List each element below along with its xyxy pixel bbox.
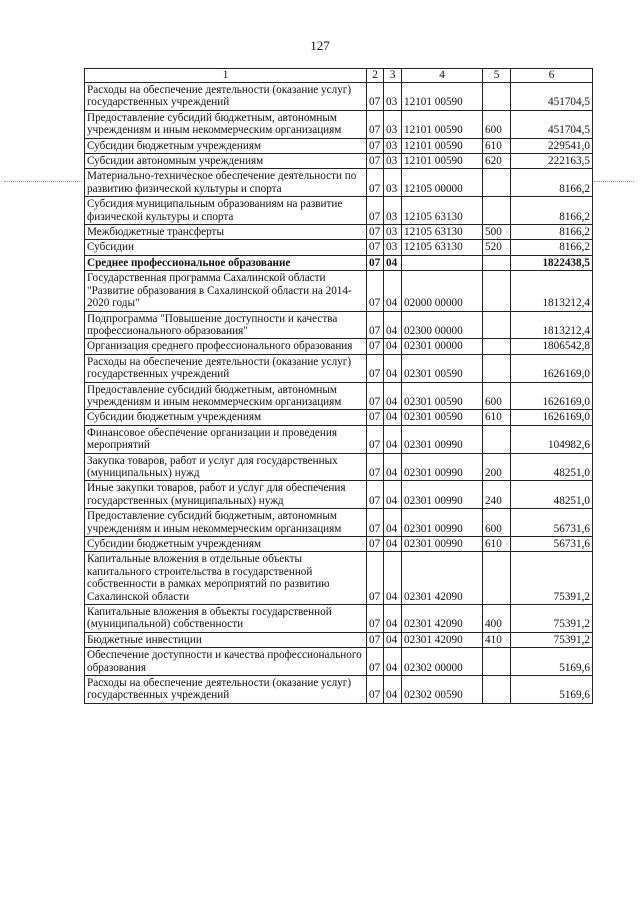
column-header: 6 bbox=[511, 69, 593, 83]
row-section-cell: 07 bbox=[367, 632, 384, 647]
table-row bbox=[85, 552, 593, 605]
table-row bbox=[85, 425, 593, 453]
table-row bbox=[85, 311, 593, 339]
column-header: 2 bbox=[367, 69, 384, 83]
row-target-article-cell: 02302 00590 bbox=[402, 676, 483, 704]
row-amount-cell: 8166,2 bbox=[511, 240, 593, 255]
row-amount-cell: 56731,6 bbox=[511, 509, 593, 537]
table-row bbox=[85, 676, 593, 704]
table-row bbox=[85, 410, 593, 425]
row-section-cell: 07 bbox=[367, 676, 384, 704]
row-target-article-cell: 02301 42090 bbox=[402, 605, 483, 633]
row-target-article-cell: 02300 00000 bbox=[402, 311, 483, 339]
table-row bbox=[85, 255, 593, 270]
row-section-cell: 07 bbox=[367, 410, 384, 425]
row-expense-type-cell: 240 bbox=[483, 481, 511, 509]
row-target-article-cell: 12105 63130 bbox=[402, 197, 483, 225]
row-amount-cell: 1806542,8 bbox=[511, 339, 593, 354]
row-subsection-cell: 04 bbox=[384, 632, 402, 647]
row-expense-type-cell bbox=[483, 648, 511, 676]
table-row bbox=[85, 509, 593, 537]
row-name-cell: Субсидии bbox=[85, 240, 367, 255]
table-row bbox=[85, 154, 593, 169]
row-section-cell: 07 bbox=[367, 138, 384, 153]
row-amount-cell: 451704,5 bbox=[511, 110, 593, 138]
row-section-cell: 07 bbox=[367, 154, 384, 169]
row-target-article-cell: 02301 42090 bbox=[402, 552, 483, 605]
row-subsection-cell: 04 bbox=[384, 255, 402, 270]
row-subsection-cell: 03 bbox=[384, 83, 402, 111]
column-header: 1 bbox=[85, 69, 367, 83]
row-section-cell: 07 bbox=[367, 481, 384, 509]
row-target-article-cell: 02301 00590 bbox=[402, 354, 483, 382]
table-row bbox=[85, 197, 593, 225]
row-expense-type-cell bbox=[483, 339, 511, 354]
page-number: 127 bbox=[310, 38, 330, 53]
row-target-article-cell: 12105 00000 bbox=[402, 169, 483, 197]
row-target-article-cell: 12101 00590 bbox=[402, 154, 483, 169]
row-name-cell: Предоставление субсидий бюджетным, автономным учреждениям и иным некоммерческим организациям bbox=[85, 110, 367, 138]
row-section-cell: 07 bbox=[367, 271, 384, 311]
row-section-cell: 07 bbox=[367, 382, 384, 410]
row-target-article-cell: 02301 00590 bbox=[402, 382, 483, 410]
row-target-article-cell: 02301 00990 bbox=[402, 481, 483, 509]
row-section-cell: 07 bbox=[367, 354, 384, 382]
row-subsection-cell: 04 bbox=[384, 605, 402, 633]
row-expense-type-cell: 620 bbox=[483, 154, 511, 169]
table-row bbox=[85, 453, 593, 481]
row-subsection-cell: 03 bbox=[384, 240, 402, 255]
row-target-article-cell: 02301 00990 bbox=[402, 453, 483, 481]
row-expense-type-cell bbox=[483, 311, 511, 339]
row-expense-type-cell: 400 bbox=[483, 605, 511, 633]
row-expense-type-cell bbox=[483, 271, 511, 311]
row-expense-type-cell bbox=[483, 255, 511, 270]
row-amount-cell: 1626169,0 bbox=[511, 410, 593, 425]
row-subsection-cell: 04 bbox=[384, 425, 402, 453]
row-amount-cell: 75391,2 bbox=[511, 552, 593, 605]
row-expense-type-cell: 200 bbox=[483, 453, 511, 481]
row-amount-cell: 75391,2 bbox=[511, 605, 593, 633]
row-name-cell: Расходы на обеспечение деятельности (оказание услуг) государственных учреждений bbox=[85, 83, 367, 111]
row-target-article-cell: 02301 00590 bbox=[402, 410, 483, 425]
table-body bbox=[85, 83, 593, 704]
row-subsection-cell: 04 bbox=[384, 382, 402, 410]
row-section-cell: 07 bbox=[367, 197, 384, 225]
row-section-cell: 07 bbox=[367, 552, 384, 605]
row-expense-type-cell bbox=[483, 552, 511, 605]
column-header: 4 bbox=[402, 69, 483, 83]
row-name-cell: Субсидии бюджетным учреждениям bbox=[85, 537, 367, 552]
table-header-row bbox=[85, 69, 593, 83]
row-amount-cell: 1822438,5 bbox=[511, 255, 593, 270]
row-amount-cell: 56731,6 bbox=[511, 537, 593, 552]
row-name-cell: Среднее профессиональное образование bbox=[85, 255, 367, 270]
row-amount-cell: 48251,0 bbox=[511, 453, 593, 481]
row-section-cell: 07 bbox=[367, 169, 384, 197]
row-expense-type-cell bbox=[483, 169, 511, 197]
row-amount-cell: 5169,6 bbox=[511, 676, 593, 704]
row-name-cell: Предоставление субсидий бюджетным, автономным учреждениям и иным некоммерческим организациям bbox=[85, 382, 367, 410]
row-expense-type-cell bbox=[483, 676, 511, 704]
column-header: 5 bbox=[483, 69, 511, 83]
row-amount-cell: 1813212,4 bbox=[511, 311, 593, 339]
row-name-cell: Субсидия муниципальным образованиям на развитие физической культуры и спорта bbox=[85, 197, 367, 225]
row-expense-type-cell: 610 bbox=[483, 537, 511, 552]
row-amount-cell: 8166,2 bbox=[511, 225, 593, 240]
row-section-cell: 07 bbox=[367, 648, 384, 676]
row-subsection-cell: 03 bbox=[384, 154, 402, 169]
row-section-cell: 07 bbox=[367, 425, 384, 453]
row-section-cell: 07 bbox=[367, 83, 384, 111]
row-name-cell: Материально-техническое обеспечение деятельности по развитию физической культуры и спорта bbox=[85, 169, 367, 197]
row-amount-cell: 8166,2 bbox=[511, 169, 593, 197]
row-subsection-cell: 04 bbox=[384, 453, 402, 481]
row-subsection-cell: 04 bbox=[384, 537, 402, 552]
row-target-article-cell: 12105 63130 bbox=[402, 225, 483, 240]
row-amount-cell: 222163,5 bbox=[511, 154, 593, 169]
row-subsection-cell: 03 bbox=[384, 225, 402, 240]
row-name-cell: Обеспечение доступности и качества профессионального образования bbox=[85, 648, 367, 676]
row-subsection-cell: 04 bbox=[384, 410, 402, 425]
row-section-cell: 07 bbox=[367, 225, 384, 240]
row-section-cell: 07 bbox=[367, 339, 384, 354]
table-row bbox=[85, 481, 593, 509]
row-expense-type-cell bbox=[483, 354, 511, 382]
row-name-cell: Капитальные вложения в объекты государственной (муниципальной) собственности bbox=[85, 605, 367, 633]
budget-table bbox=[84, 68, 593, 704]
table-row bbox=[85, 382, 593, 410]
row-target-article-cell: 02301 00990 bbox=[402, 509, 483, 537]
row-expense-type-cell bbox=[483, 425, 511, 453]
row-section-cell: 07 bbox=[367, 255, 384, 270]
table-row bbox=[85, 225, 593, 240]
margin-scan-mark bbox=[4, 181, 82, 182]
row-expense-type-cell bbox=[483, 83, 511, 111]
table-row bbox=[85, 339, 593, 354]
row-subsection-cell: 04 bbox=[384, 481, 402, 509]
row-subsection-cell: 03 bbox=[384, 197, 402, 225]
row-target-article-cell: 02301 00990 bbox=[402, 537, 483, 552]
row-name-cell: Предоставление субсидий бюджетным, автономным учреждениям и иным некоммерческим организациям bbox=[85, 509, 367, 537]
table-row bbox=[85, 632, 593, 647]
row-target-article-cell: 12101 00590 bbox=[402, 138, 483, 153]
row-subsection-cell: 04 bbox=[384, 676, 402, 704]
row-name-cell: Расходы на обеспечение деятельности (оказание услуг) государственных учреждений bbox=[85, 354, 367, 382]
row-name-cell: Государственная программа Сахалинской области "Развитие образования в Сахалинской области на 2014-2020 годы" bbox=[85, 271, 367, 311]
row-name-cell: Субсидии бюджетным учреждениям bbox=[85, 410, 367, 425]
row-name-cell: Организация среднего профессионального образования bbox=[85, 339, 367, 354]
table-row bbox=[85, 537, 593, 552]
margin-scan-mark bbox=[594, 181, 634, 182]
row-section-cell: 07 bbox=[367, 110, 384, 138]
row-name-cell: Расходы на обеспечение деятельности (оказание услуг) государственных учреждений bbox=[85, 676, 367, 704]
row-amount-cell: 5169,6 bbox=[511, 648, 593, 676]
row-name-cell: Закупка товаров, работ и услуг для государственных (муниципальных) нужд bbox=[85, 453, 367, 481]
row-name-cell: Межбюджетные трансферты bbox=[85, 225, 367, 240]
column-header: 3 bbox=[384, 69, 402, 83]
table-row bbox=[85, 138, 593, 153]
row-subsection-cell: 04 bbox=[384, 339, 402, 354]
table-row bbox=[85, 648, 593, 676]
row-amount-cell: 229541,0 bbox=[511, 138, 593, 153]
row-expense-type-cell: 410 bbox=[483, 632, 511, 647]
row-amount-cell: 75391,2 bbox=[511, 632, 593, 647]
row-name-cell: Бюджетные инвестиции bbox=[85, 632, 367, 647]
row-target-article-cell: 02301 00990 bbox=[402, 425, 483, 453]
row-section-cell: 07 bbox=[367, 240, 384, 255]
row-target-article-cell bbox=[402, 255, 483, 270]
row-amount-cell: 8166,2 bbox=[511, 197, 593, 225]
row-target-article-cell: 02302 00000 bbox=[402, 648, 483, 676]
row-expense-type-cell: 600 bbox=[483, 382, 511, 410]
row-target-article-cell: 02000 00000 bbox=[402, 271, 483, 311]
row-subsection-cell: 04 bbox=[384, 648, 402, 676]
row-subsection-cell: 04 bbox=[384, 509, 402, 537]
table-row bbox=[85, 83, 593, 111]
row-name-cell: Подпрограмма "Повышение доступности и качества профессионального образования" bbox=[85, 311, 367, 339]
row-subsection-cell: 03 bbox=[384, 110, 402, 138]
row-name-cell: Финансовое обеспечение организации и проведения мероприятий bbox=[85, 425, 367, 453]
row-expense-type-cell: 600 bbox=[483, 110, 511, 138]
row-section-cell: 07 bbox=[367, 605, 384, 633]
row-name-cell: Иные закупки товаров, работ и услуг для обеспечения государственных (муниципальных) нужд bbox=[85, 481, 367, 509]
row-expense-type-cell: 500 bbox=[483, 225, 511, 240]
row-target-article-cell: 02301 42090 bbox=[402, 632, 483, 647]
row-target-article-cell: 02301 00000 bbox=[402, 339, 483, 354]
row-section-cell: 07 bbox=[367, 509, 384, 537]
row-expense-type-cell: 610 bbox=[483, 138, 511, 153]
row-expense-type-cell bbox=[483, 197, 511, 225]
row-subsection-cell: 04 bbox=[384, 271, 402, 311]
row-expense-type-cell: 520 bbox=[483, 240, 511, 255]
row-section-cell: 07 bbox=[367, 537, 384, 552]
row-amount-cell: 1626169,0 bbox=[511, 382, 593, 410]
row-target-article-cell: 12101 00590 bbox=[402, 83, 483, 111]
row-subsection-cell: 03 bbox=[384, 138, 402, 153]
row-amount-cell: 104982,6 bbox=[511, 425, 593, 453]
row-target-article-cell: 12105 63130 bbox=[402, 240, 483, 255]
row-name-cell: Субсидии автономным учреждениям bbox=[85, 154, 367, 169]
table-row bbox=[85, 605, 593, 633]
row-expense-type-cell: 600 bbox=[483, 509, 511, 537]
row-section-cell: 07 bbox=[367, 311, 384, 339]
row-expense-type-cell: 610 bbox=[483, 410, 511, 425]
row-section-cell: 07 bbox=[367, 453, 384, 481]
row-subsection-cell: 04 bbox=[384, 552, 402, 605]
row-name-cell: Капитальные вложения в отдельные объекты капитального строительства в государственной собственности в рамках мероприятий по развитию Сахалинской области bbox=[85, 552, 367, 605]
row-name-cell: Субсидии бюджетным учреждениям bbox=[85, 138, 367, 153]
row-subsection-cell: 04 bbox=[384, 311, 402, 339]
table-row bbox=[85, 271, 593, 311]
row-target-article-cell: 12101 00590 bbox=[402, 110, 483, 138]
row-amount-cell: 451704,5 bbox=[511, 83, 593, 111]
row-subsection-cell: 03 bbox=[384, 169, 402, 197]
table-row bbox=[85, 354, 593, 382]
table-row bbox=[85, 169, 593, 197]
row-amount-cell: 1626169,0 bbox=[511, 354, 593, 382]
row-amount-cell: 1813212,4 bbox=[511, 271, 593, 311]
row-subsection-cell: 04 bbox=[384, 354, 402, 382]
table-row bbox=[85, 110, 593, 138]
row-amount-cell: 48251,0 bbox=[511, 481, 593, 509]
table-row bbox=[85, 240, 593, 255]
